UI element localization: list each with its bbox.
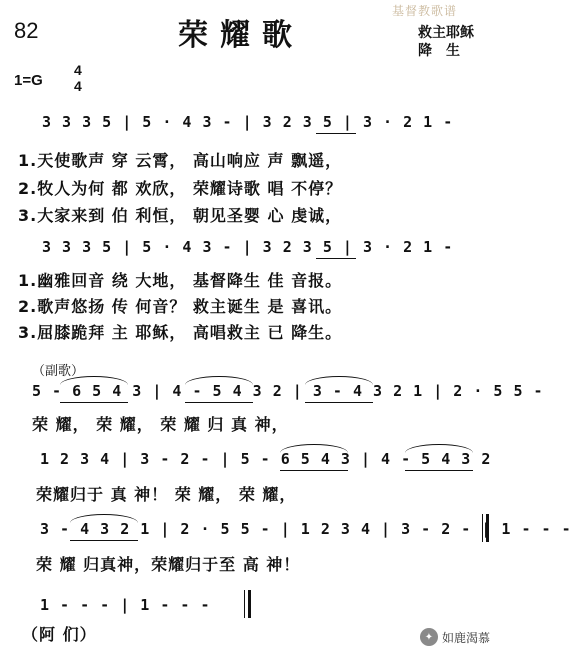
chat-icon: ✦ [420,628,438,646]
time-signature [74,62,82,94]
page-number: 82 [14,18,39,43]
system1-notes: 3 3 3 5 | 5 · 4 3 - | 3 2 3 5 | 3 · 2 1 - [42,113,454,131]
hymn-category [418,24,474,60]
underline-beam [280,470,348,471]
slur-mark [280,444,348,453]
underline-beam [316,258,356,259]
logo-text: 如鹿渴慕 [441,630,490,645]
meter-top: 4 [74,62,82,78]
system2-verse2: 2.歌声悠扬 传 何音？ 救主诞生 是 喜讯。 [18,297,343,316]
system2-verse1: 1.幽雅回音 绕 大地， 基督降生 佳 音报。 [18,271,343,290]
slur-mark [405,444,473,453]
refrain-label: （副歌） [32,364,85,379]
watermark: 基督教歌谱 [392,4,458,18]
underline-beam [60,402,128,403]
final-barline [482,514,489,542]
system2-notes: 3 3 3 5 | 5 · 4 3 - | 3 2 3 5 | 3 · 2 1 - [42,238,454,256]
refrain-line2-notes: 1 2 3 4 | 3 - 2 - | 5 - 6 5 4 3 | 4 - 5 4 3 2 [40,450,492,468]
refrain-line4-notes: 1 - - - | 1 - - - [40,596,211,614]
slur-mark [185,376,253,385]
refrain-line1-lyrics: 荣 耀， 荣 耀， 荣 耀 归 真 神， [32,415,289,434]
underline-beam [305,402,373,403]
meter-bottom: 4 [74,78,82,94]
refrain-line3-lyrics: 荣 耀 归真神，荣耀归于至 高 神！ [36,555,301,574]
key-signature: 1=G [14,72,43,89]
account-logo [420,628,490,646]
slur-mark [60,376,128,385]
hymn-category-line2: 降 生 [418,43,460,59]
hymn-category-line1: 救主耶稣 [418,25,474,41]
refrain-line4-lyrics: （阿 们） [22,625,97,644]
system1-verse1: 1.天使歌声 穿 云霄， 高山响应 声 飘遥， [18,151,343,170]
underline-beam [70,540,138,541]
refrain-line2-lyrics: 荣耀归于 真 神！ 荣 耀， 荣 耀， [36,485,297,504]
slur-mark [70,514,138,523]
system2-verse3: 3.屈膝跪拜 主 耶稣， 高唱救主 已 降生。 [18,323,343,342]
system1-verse2: 2.牧人为何 都 欢欣， 荣耀诗歌 唱 不停？ [18,179,343,198]
underline-beam [405,470,473,471]
underline-beam [185,402,253,403]
refrain-line3-notes: 3 - 4 3 2 1 | 2 · 5 5 - | 1 2 3 4 | 3 - 2 - | 1 - - - [40,520,572,538]
song-title: 荣耀歌 [178,18,304,53]
final-barline [244,590,251,618]
slur-mark [305,376,373,385]
refrain-line1-notes: 5 - 6 5 4 3 | 4 - 5 4 3 2 | 3 - 4 3 2 1 | 2 · 5 5 - [32,382,544,400]
system1-verse3: 3.大家来到 伯 利恒， 朝见圣婴 心 虔诚， [18,206,343,225]
underline-beam [316,133,356,134]
